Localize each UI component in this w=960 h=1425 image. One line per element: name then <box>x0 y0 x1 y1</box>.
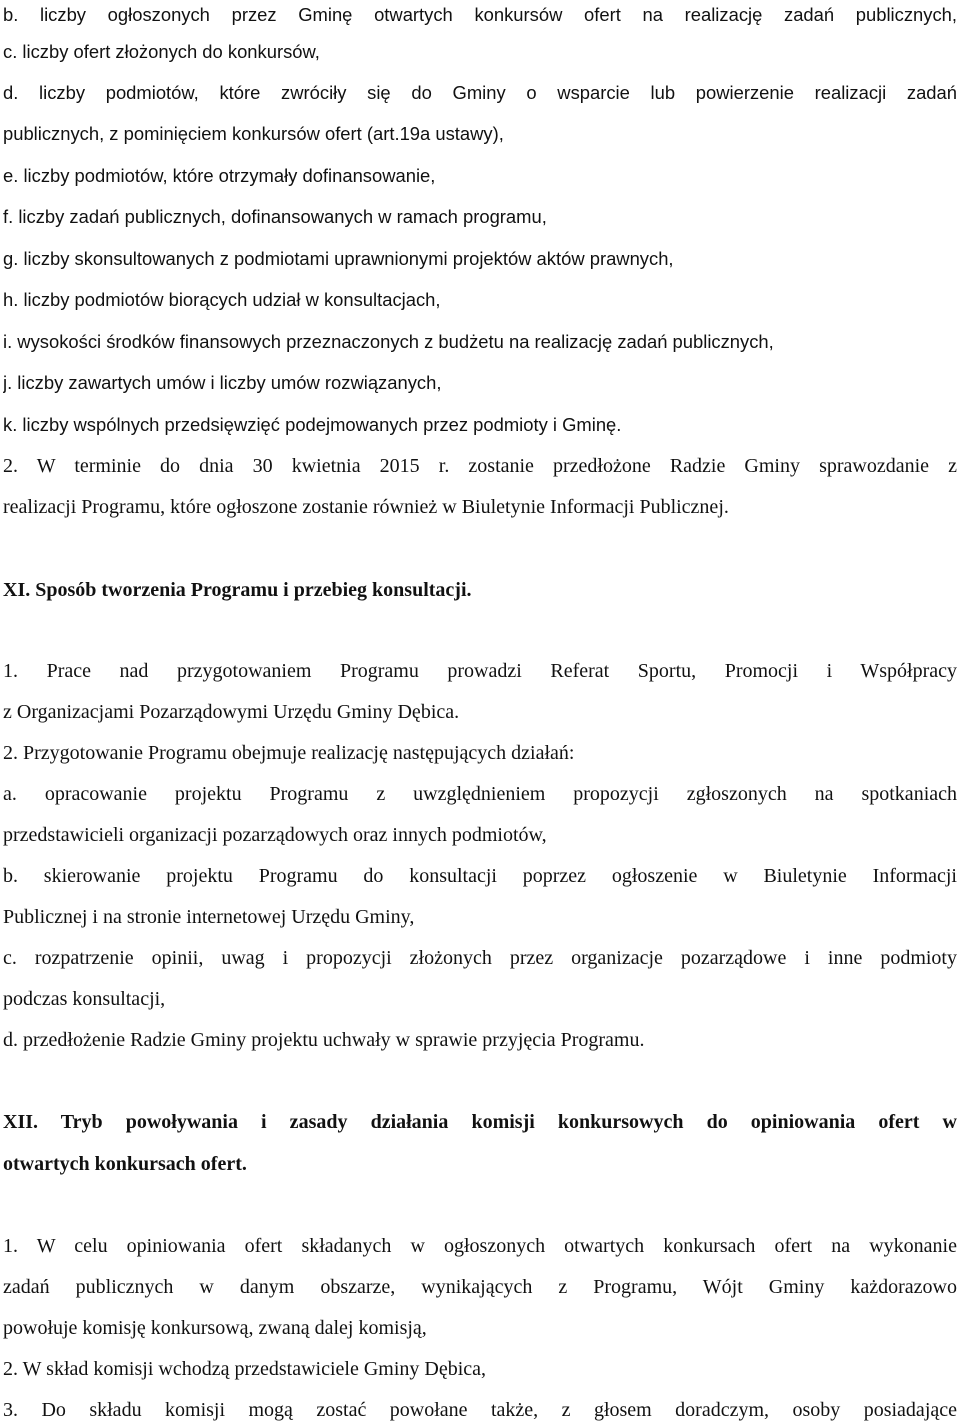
paragraph-xi-1: 1. Prace nad przygotowaniem Programu prowadzi Referat Sportu, Promocji i Współpracy <box>3 660 957 682</box>
paragraph-xi-1-continued: z Organizacjami Pozarządowymi Urzędu Gminy Dębica. <box>3 701 460 723</box>
list-item-i: i. wysokości środków finansowych przeznaczonych z budżetu na realizację zadań publicznych, <box>3 331 774 352</box>
list-item-b: b. liczby ogłoszonych przez Gminę otwartych konkursów ofert na realizację zadań publicznych, <box>3 4 957 25</box>
list-item-d: d. liczby podmiotów, które zwróciły się do Gminy o wsparcie lub powierzenie realizacji zadań <box>3 82 957 103</box>
paragraph-xii-1-end: powołuje komisję konkursową, zwaną dalej komisją, <box>3 1317 427 1339</box>
list-item-xi-a: a. opracowanie projektu Programu z uwzględnieniem propozycji zgłoszonych na spotkaniach <box>3 783 957 805</box>
list-item-xi-b: b. skierowanie projektu Programu do konsultacji poprzez ogłoszenie w Biuletynie Informacji <box>3 865 957 887</box>
list-item-xi-d: d. przedłożenie Radzie Gminy projektu uchwały w sprawie przyjęcia Programu. <box>3 1029 645 1051</box>
paragraph-xii-1-continued: zadań publicznych w danym obszarze, wynikających z Programu, Wójt Gminy każdorazowo <box>3 1276 957 1298</box>
paragraph-xii-2: 2. W skład komisji wchodzą przedstawiciele Gminy Dębica, <box>3 1358 487 1380</box>
paragraph-xi-2: 2. Przygotowanie Programu obejmuje realizację następujących działań: <box>3 742 575 764</box>
list-item-f: f. liczby zadań publicznych, dofinansowanych w ramach programu, <box>3 206 547 227</box>
list-item-xi-c: c. rozpatrzenie opinii, uwag i propozycji złożonych przez organizacje pozarządowe i inne podmioty <box>3 947 957 969</box>
list-item-xi-a-continued: przedstawicieli organizacji pozarządowych oraz innych podmiotów, <box>3 824 547 846</box>
list-item-k: k. liczby wspólnych przedsięwzięć podejmowanych przez podmioty i Gminę. <box>3 414 622 435</box>
paragraph-2-continued: realizacji Programu, które ogłoszone zostanie również w Biuletynie Informacji Publicznej. <box>3 496 729 518</box>
section-heading-xi: XI. Sposób tworzenia Programu i przebieg konsultacji. <box>3 579 472 601</box>
list-item-e: e. liczby podmiotów, które otrzymały dofinansowanie, <box>3 165 436 186</box>
paragraph-2: 2. W terminie do dnia 30 kwietnia 2015 r. zostanie przedłożone Radzie Gminy sprawozdanie z <box>3 455 957 477</box>
list-item-d-continued: publicznych, z pominięciem konkursów ofert (art.19a ustawy), <box>3 123 504 144</box>
list-item-c: c. liczby ofert złożonych do konkursów, <box>3 41 320 62</box>
list-item-h: h. liczby podmiotów biorących udział w konsultacjach, <box>3 289 441 310</box>
section-heading-xii-continued: otwartych konkursach ofert. <box>3 1153 247 1175</box>
list-item-j: j. liczby zawartych umów i liczby umów rozwiązanych, <box>3 372 442 393</box>
paragraph-xii-3: 3. Do składu komisji mogą zostać powołane także, z głosem doradczym, osoby posiadające <box>3 1399 957 1421</box>
list-item-g: g. liczby skonsultowanych z podmiotami uprawnionymi projektów aktów prawnych, <box>3 248 674 269</box>
section-heading-xii: XII. Tryb powoływania i zasady działania komisji konkursowych do opiniowania ofert w <box>3 1111 957 1133</box>
list-item-xi-b-continued: Publicznej i na stronie internetowej Urzędu Gminy, <box>3 906 415 928</box>
list-item-xi-c-continued: podczas konsultacji, <box>3 988 166 1010</box>
paragraph-xii-1: 1. W celu opiniowania ofert składanych w ogłoszonych otwartych konkursach ofert na wykonanie <box>3 1235 957 1257</box>
